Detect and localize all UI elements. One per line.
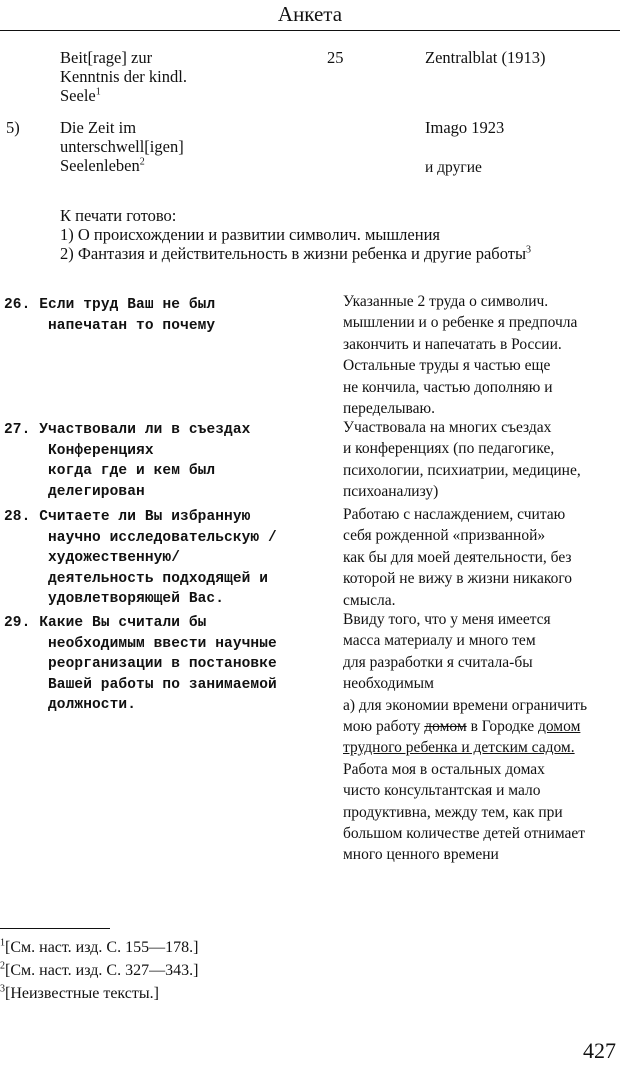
footnote-3: $^3$[Неизвестные тексты.] [0, 983, 159, 1002]
struck-word: домом [424, 718, 467, 736]
ready-label: К печати готово: [60, 206, 177, 225]
footnote-rule [0, 928, 110, 929]
answer-27: Участвовала на многих съездах и конференциях (по педагогике, психологии, психиатрии, медицине, психоанализу) [343, 419, 581, 501]
footnote-2: $^2$[См. наст. изд. С. 327—343.] [0, 960, 199, 979]
answer-29: Ввиду того, что у меня имеется масса материалу и много тем для разработки я считала-бы необходимым а) для экономии времени ограничить мою работу домом в Городке домом трудного ребенка и детским садом. Работа моя в остальных домах чисто консультантская и мало продуктивна, между тем, как при большом количестве детей отнимает много ценного времени [343, 611, 588, 864]
page-number: 427 [583, 1038, 616, 1063]
underlined-phrase: трудного ребенка и детским садом. [343, 739, 575, 757]
work-title-1: Beit[rage] zur Kenntnis der kindl. Seele$^1$ [60, 48, 187, 105]
work-publication-5: Imago 1923 [425, 118, 505, 137]
work-pages-1: 25 [327, 48, 344, 67]
running-header: Анкета [277, 2, 343, 26]
answer-28: Работаю с наслаждением, считаю себя рожденной «призванной» как бы для моей деятельности, без которой не вижу в жизни никакого смысла. [343, 506, 573, 609]
question-26: 26. Если труд Ваш не был напечатан то почему [4, 297, 216, 334]
footnote-1: $^1$[См. наст. изд. С. 155—178.] [0, 937, 199, 956]
header-rule [0, 30, 620, 31]
question-29: 29. Какие Вы считали бы необходимым ввести научные реорганизации в постановке Вашей работы по занимаемой должности. [4, 615, 277, 713]
question-27: 27. Участвовали ли в съездах Конференциях когда где и кем был делегирован [4, 422, 251, 500]
work-publication-1: Zentralblat (1913) [425, 48, 546, 67]
ready-for-print [60, 206, 531, 263]
ready-item-2: 2) Фантазия и действительность в жизни ребенка и другие работы$^3$ [60, 244, 532, 263]
work-num-5: 5) [6, 118, 20, 137]
work-pub-note: и другие [425, 159, 482, 176]
ready-item-1: 1) О происхождении и развитии символич. мышления [60, 225, 440, 244]
answer-26: Указанные 2 труда о символич. мышлении и о ребенке я предпочла закончить и напечатать в России. Остальные труды я частью еще не кончила, частью дополняю и переделываю. [343, 293, 578, 418]
underlined-word: домом [537, 718, 581, 736]
question-28: 28. Считаете ли Вы избранную научно исследовательскую / художественную/ деятельность подходящей и удовлетворяющей Вас. [4, 509, 277, 607]
work-title-5: Die Zeit im unterschwell[igen] Seelenleben$^2$ [60, 118, 184, 175]
